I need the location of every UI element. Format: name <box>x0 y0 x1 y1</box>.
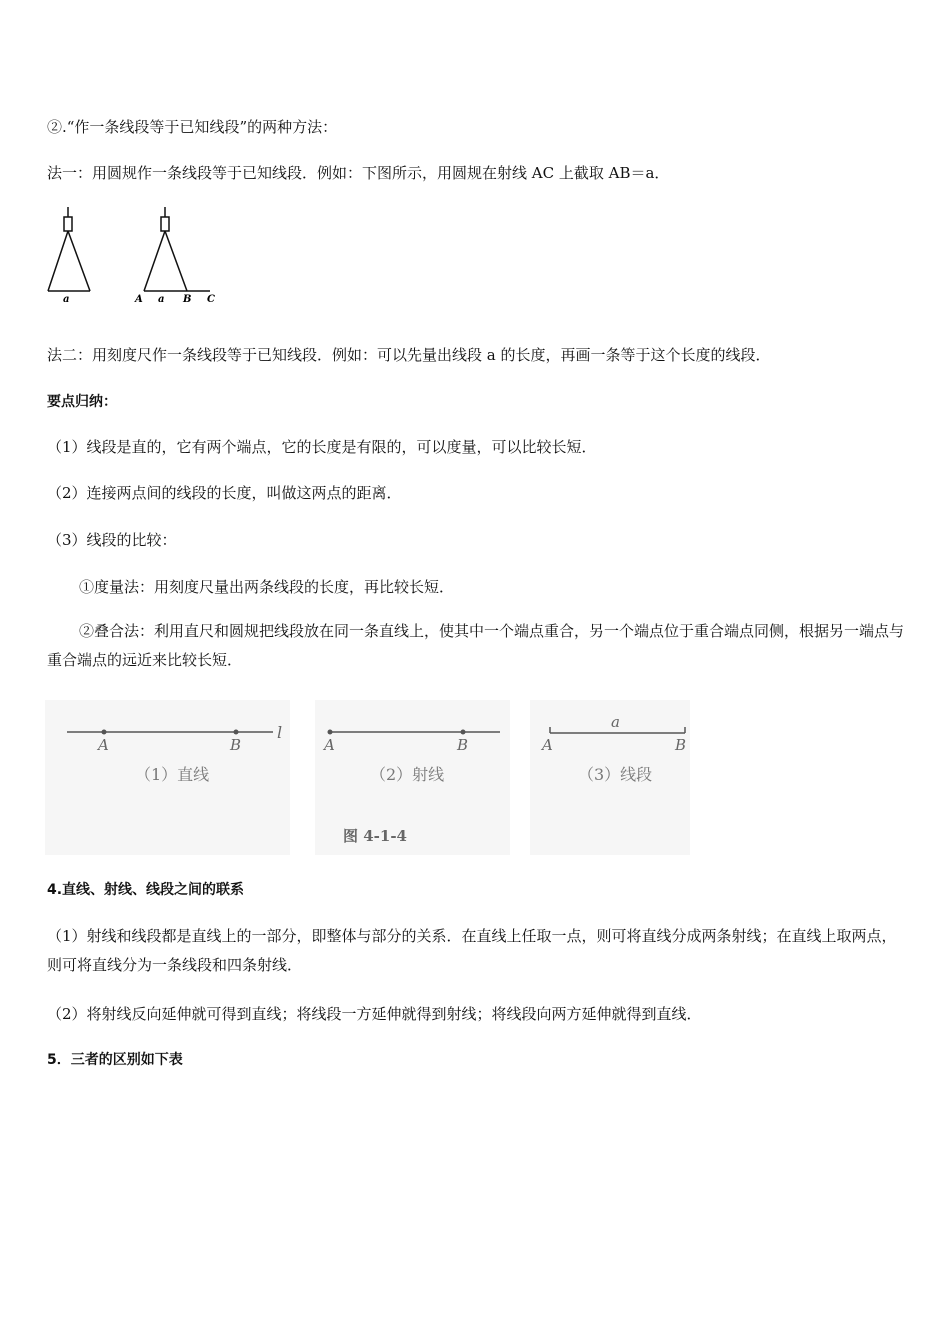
ray-label-B: B <box>457 736 469 754</box>
method-one-text: 法一：用圆规作一条线段等于已知线段．例如：下图所示，用圆规在射线 AC 上截取 AB＝a． <box>47 164 670 182</box>
point-1: （1）线段是直的，它有两个端点，它的长度是有限的，可以度量，可以比较长短． <box>47 438 597 456</box>
section-4-title: 4.直线、射线、线段之间的联系 <box>47 882 245 898</box>
point-2: （2）连接两点间的线段的长度，叫做这两点的距离． <box>47 484 402 502</box>
compass-figure <box>40 205 230 310</box>
section-4-point-2: （2）将射线反向延伸就可得到直线；将线段一方延伸就得到射线；将线段向两方延伸就得到直线． <box>47 1005 702 1023</box>
compass-left-drawing <box>48 207 90 291</box>
segment-label-B: B <box>675 736 687 754</box>
ray-point-A <box>328 730 333 735</box>
point-3a: ①度量法：用刻度尺量出两条线段的长度，再比较长短． <box>79 578 455 596</box>
line-label-l: l <box>277 723 283 742</box>
method-two-text: 法二：用刻度尺作一条线段等于已知线段．例如：可以先量出线段 a 的长度，再画一条等于这个长度的线段． <box>47 346 771 364</box>
point-3b: ②叠合法：利用直尺和圆规把线段放在同一条直线上，使其中一个端点重合，另一个端点位于重合端点同侧，根据另一端点与重合端点的远近来比较长短． <box>47 622 905 669</box>
figure-title: 图 4-1-4 <box>343 827 407 845</box>
line-point-B <box>234 730 239 735</box>
line-point-A <box>102 730 107 735</box>
section-4-point-1: （1）射线和线段都是直线上的一部分，即整体与部分的关系．在直线上任取一点，则可将直线分成两条射线；在直线上取两点，则可将直线分为一条线段和四条射线． <box>47 927 897 974</box>
compass-label-C: C <box>207 294 215 305</box>
ray-caption: （2）射线 <box>370 765 445 784</box>
compass-label-a-left: a <box>63 294 70 305</box>
line-caption: （1）直线 <box>135 765 210 784</box>
figure-4-1-4 <box>45 700 695 855</box>
compass-right-drawing <box>144 207 210 291</box>
segment-label-A: A <box>542 736 553 754</box>
segment-label-a: a <box>611 713 620 731</box>
point-3: （3）线段的比较： <box>47 531 177 549</box>
ray-label-A: A <box>324 736 335 754</box>
ray-point-B <box>461 730 466 735</box>
compass-label-A: A <box>135 294 143 305</box>
key-points-title: 要点归纳： <box>47 394 117 410</box>
line-label-B: B <box>230 736 242 754</box>
methods-heading: ②.“作一条线段等于已知线段”的两种方法： <box>47 118 338 136</box>
compass-label-B: B <box>183 294 192 305</box>
line-label-A: A <box>98 736 109 754</box>
segment-caption: （3）线段 <box>578 765 653 784</box>
section-5-title: 5．三者的区别如下表 <box>47 1052 183 1068</box>
compass-label-a: a <box>158 294 165 305</box>
